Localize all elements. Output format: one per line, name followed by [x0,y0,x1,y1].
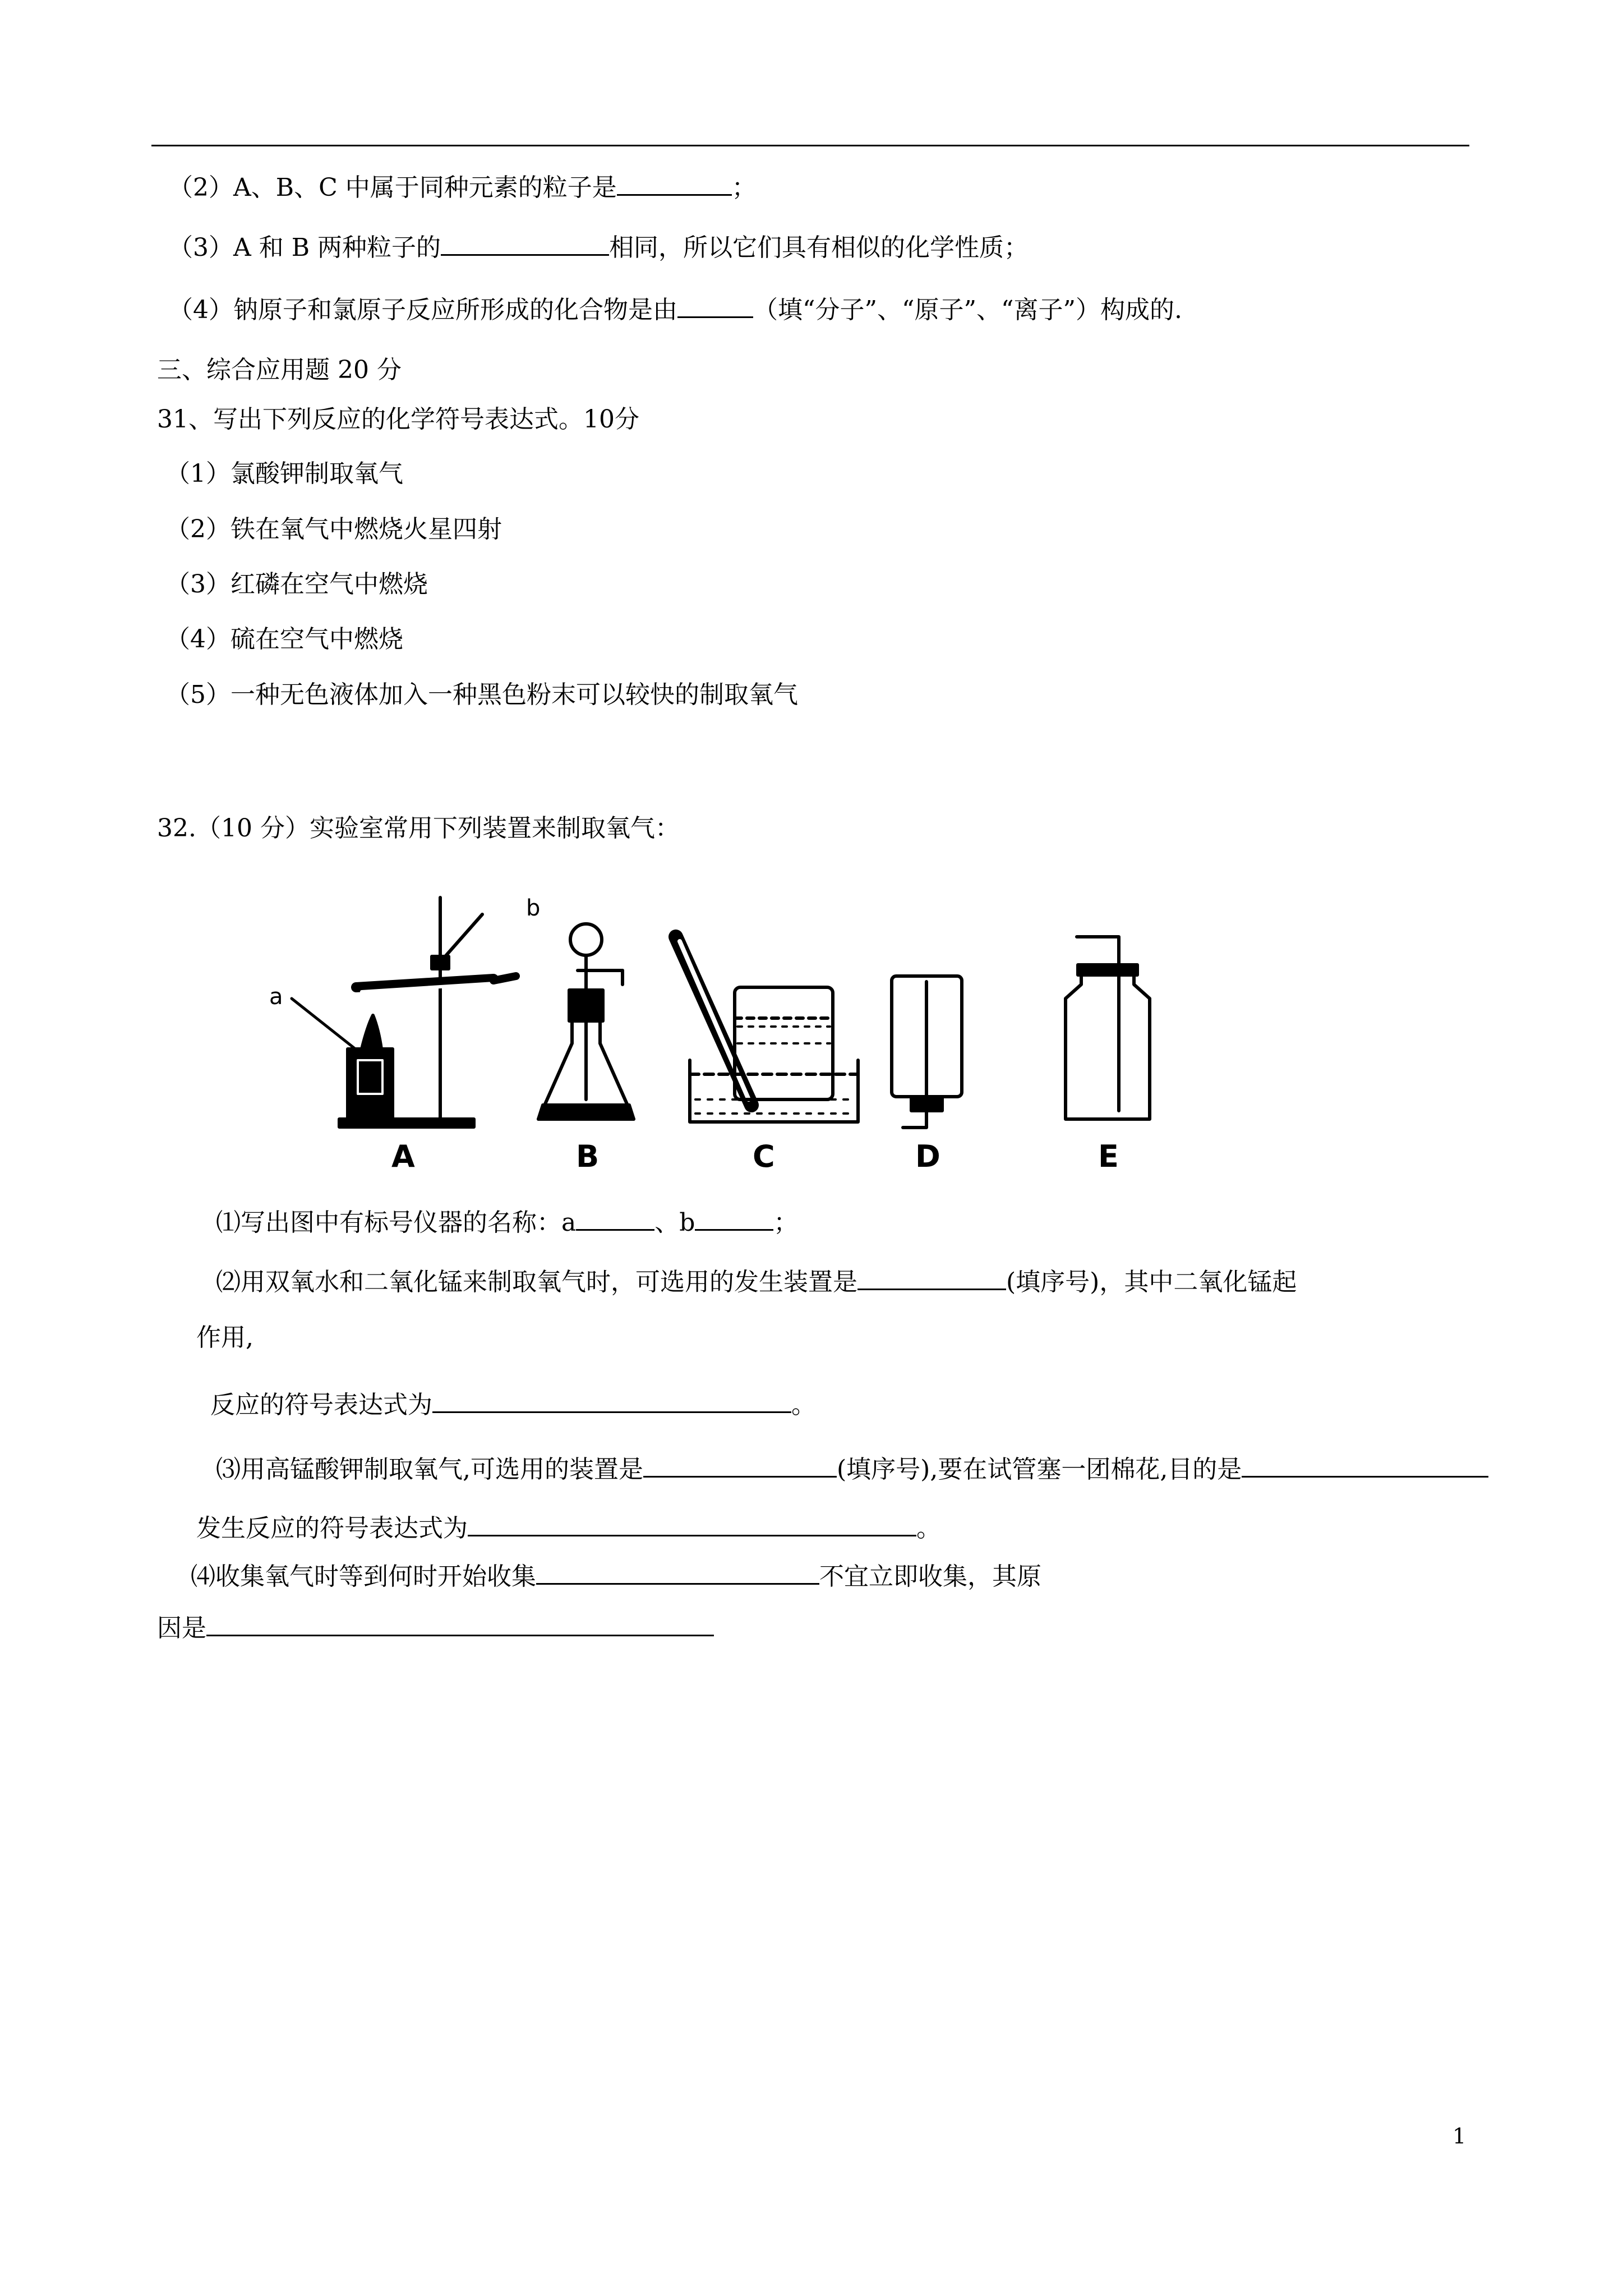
section-heading: 三、综合应用题 20 分 [157,356,402,384]
answer-blank[interactable] [643,1450,837,1478]
answer-blank[interactable] [432,1386,791,1413]
apparatus-d [892,976,962,1172]
q32-sub4-line2: 因是 [157,1609,714,1645]
q31-item-3: （3）红磷在空气中燃烧 [165,570,428,599]
lab-apparatus-figure [258,892,1200,1172]
q30-part4: （4）钠原子和氯原子反应所形成的化合物是由 （填“分子”、“原子”、“离子”）构成的. [168,291,1182,327]
q30-part4-text: （4）钠原子和氯原子反应所形成的化合物是由 [168,296,677,324]
q31-item-4: （4）硫在空气中燃烧 [165,625,403,654]
answer-blank[interactable] [206,1609,714,1636]
q32-sub2-line3: 反应的符号表达式为 。 [210,1386,816,1422]
q30-part3: （3）A 和 B 两种粒子的 相同，所以它们具有相似的化学性质； [168,228,1029,265]
header-rule [151,145,1469,146]
q31-item-2: （2）铁在氧气中燃烧火星四射 [165,515,502,544]
q32-sub3-line2: 发生反应的符号表达式为 。 [196,1509,941,1545]
q32-sub3: ⑶用高锰酸钾制取氧气,可选用的装置是 (填序号),要在试管塞一团棉花,目的是 [216,1450,1488,1487]
apparatus-e [1066,937,1150,1172]
apparatus-label-c: C [753,1139,775,1172]
q31-item-5: （5）一种无色液体加入一种黑色粉末可以较快的制取氧气 [165,680,798,709]
apparatus-b [538,924,634,1172]
answer-blank[interactable] [468,1509,916,1536]
q31-title: 31、写出下列反应的化学符号表达式。10分 [157,405,639,434]
page-number: 1 [1453,2124,1467,2148]
q30-part2: （2）A、B、C 中属于同种元素的粒子是 ； [168,168,757,205]
answer-blank[interactable] [441,228,609,256]
answer-blank-b[interactable] [695,1203,773,1231]
apparatus-label-d: D [915,1139,940,1172]
apparatus-c [676,937,858,1172]
answer-blank[interactable] [857,1263,1006,1290]
apparatus-label-e: E [1098,1139,1119,1172]
q32-sub2-line2: 作用, [196,1323,253,1352]
answer-blank[interactable] [677,291,753,318]
pointer-label-b: b [526,895,541,921]
answer-blank[interactable] [536,1557,819,1585]
apparatus-a [269,895,540,1172]
apparatus-label-b: B [576,1139,600,1172]
q32-sub4: ⑷收集氧气时等到何时开始收集 不宜立即收集，其原 [191,1557,1041,1594]
q32-title: 32.（10 分）实验室常用下列装置来制取氧气： [157,814,680,843]
answer-blank-a[interactable] [576,1203,654,1231]
q32-sub1: ⑴写出图中有标号仪器的名称：a 、b ； [216,1203,798,1240]
q30-part2-text: （2）A、B、C 中属于同种元素的粒子是 [168,173,617,202]
answer-blank[interactable] [1242,1450,1488,1478]
q31-item-1: （1）氯酸钾制取氧气 [165,459,403,488]
apparatus-label-a: A [391,1139,415,1172]
answer-blank[interactable] [617,168,732,196]
q32-sub2: ⑵用双氧水和二氧化锰来制取氧气时，可选用的发生装置是 (填序号)，其中二氧化锰起 [216,1263,1297,1299]
q30-part3-text: （3）A 和 B 两种粒子的 [168,233,441,262]
pointer-label-a: a [269,984,283,1010]
